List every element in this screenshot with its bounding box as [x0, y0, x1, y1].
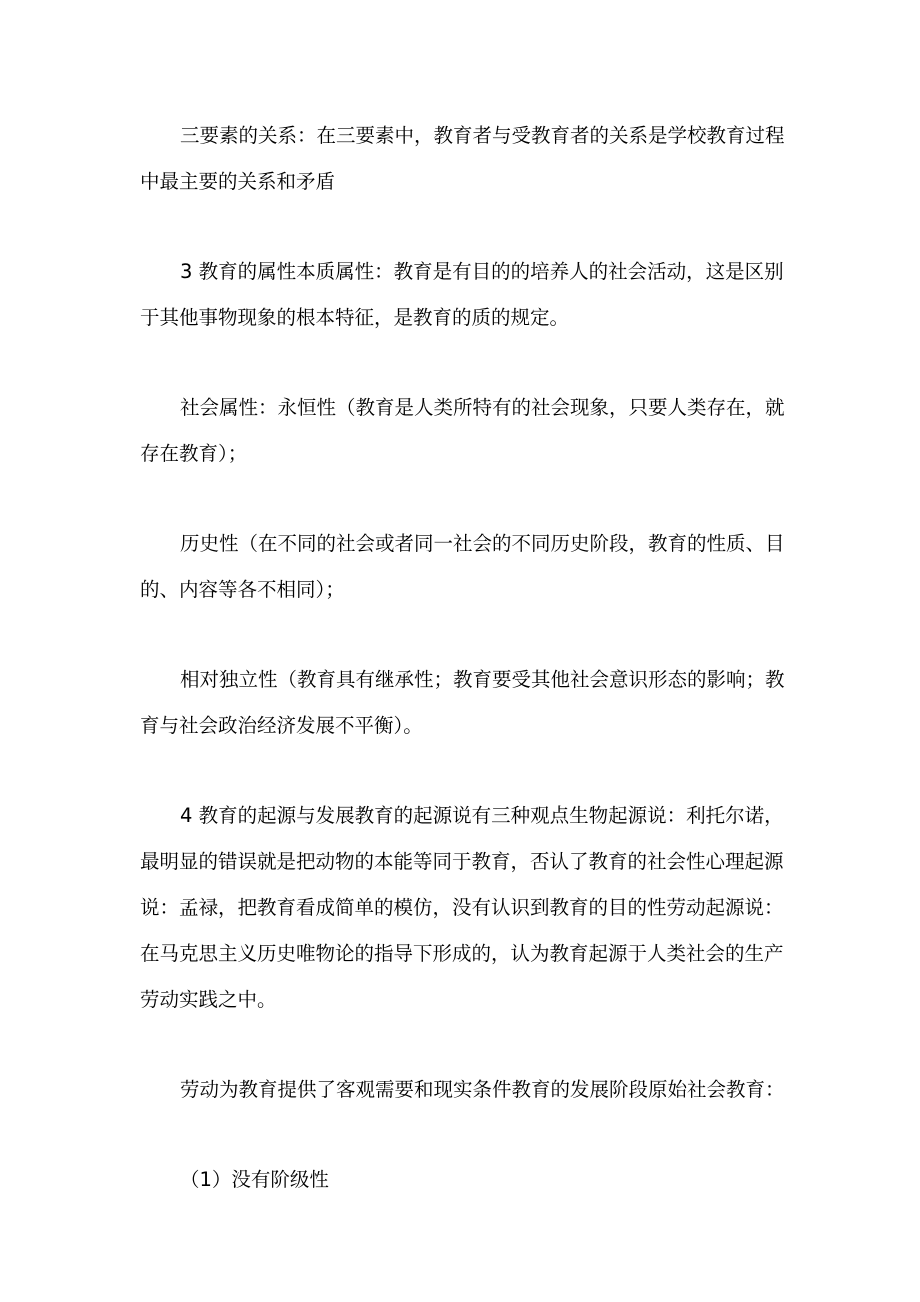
paragraph-relative-independence: 相对独立性（教育具有继承性；教育要受其他社会意识形态的影响；教育与社会政治经济发展不平衡）。	[140, 668, 785, 737]
paragraph-education-essential-attribute: 3 教育的属性本质属性：教育是有目的的培养人的社会活动，这是区别于其他事物现象的根本特征，是教育的质的规定。	[140, 260, 784, 329]
paragraph-social-attribute-eternity: 社会属性：永恒性（教育是人类所特有的社会现象，只要人类存在，就存在教育）；	[140, 396, 785, 465]
paragraph-labor-and-primitive-education: 劳动为教育提供了客观需要和现实条件教育的发展阶段原始社会教育：	[180, 1078, 785, 1101]
paragraph-no-class-nature: （1）没有阶级性	[180, 1168, 329, 1191]
paragraph-origin-of-education: 4 教育的起源与发展教育的起源说有三种观点生物起源说：利托尔诺，最明显的错误就是把动物的本能等同于教育，否认了教育的社会性心理起源说：孟禄，把教育看成简单的模仿，没有认识到教育的目的性劳动起源说：在马克思主义历史唯物论的指导下形成的，认为教育起源于人类社会的生产劳动实践之中。	[140, 804, 784, 1011]
paragraph-three-elements-relation: 三要素的关系：在三要素中，教育者与受教育者的关系是学校教育过程中最主要的关系和矛盾	[140, 124, 785, 193]
document-body	[140, 113, 785, 1203]
paragraph-historicity: 历史性（在不同的社会或者同一社会的不同历史阶段，教育的性质、目的、内容等各不相同）；	[140, 532, 785, 601]
